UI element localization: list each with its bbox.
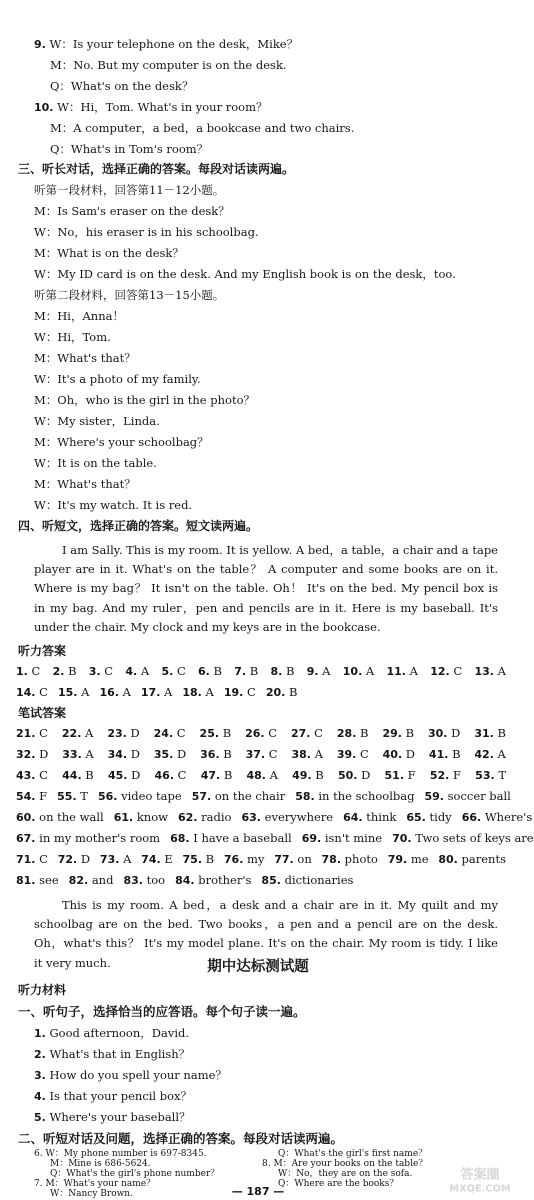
answer-item: 37. C <box>245 747 278 761</box>
dialog-line: 听第一段材料，回答第11－12小题。 <box>34 183 225 197</box>
section4-passage: I am Sally. This is my room. It is yellow. A bed，a table，a chair and a tape player are in it. What's on the table？ A computer and some books are on it. Where is my bag？ It isn't on the table. Oh！ It's on the bed. My pencil box is in my bag. And my ruler，pen and pencils are in it. Here is my baseball. It's under the chair. My clock and my keys are in the bookcase. <box>34 543 498 634</box>
part1-item: 5. Where's your baseball？ <box>34 1110 191 1124</box>
answer-item: 19. C <box>223 685 256 699</box>
answer-item: 52. F <box>429 768 461 782</box>
answer-item: 49. B <box>292 768 324 782</box>
page-number: — 187 — <box>231 1185 285 1198</box>
part2-heading: 二、听短对话及问题，选择正确的答案。每段对话读两遍。 <box>18 1131 344 1146</box>
dialog-line: W：It's a photo of my family. <box>34 372 201 386</box>
dialog-line: Q：What's the girl's phone number？ <box>50 1169 220 1179</box>
answer-item: 24. C <box>153 726 186 740</box>
answer-item: 55. T <box>57 789 88 803</box>
answer-item: 80. parents <box>438 852 506 866</box>
dialog-line: 听第二段材料，回答第13－15小题。 <box>34 288 225 302</box>
dialog-line: Q：Where are the books？ <box>278 1179 399 1189</box>
answer-item: 17. A <box>140 685 173 699</box>
answer-row <box>16 808 533 827</box>
answer-item: 69. isn't mine <box>301 831 383 845</box>
section4-heading: 四、听短文，选择正确的答案。短文读两遍。 <box>18 519 259 533</box>
answer-item: 31. B <box>474 726 506 740</box>
dialog-line: M：Hi，Anna！ <box>34 309 124 323</box>
dialog-line: W：It's my watch. It is red. <box>34 498 193 512</box>
answer-item: 11. A <box>386 664 418 678</box>
answer-item: 65. tidy <box>406 810 452 824</box>
answer-item: 6. B <box>198 664 222 678</box>
answer-item: 48. A <box>246 768 278 782</box>
watermark-logo <box>450 1162 510 1196</box>
listening-material-heading: 听力材料 <box>18 983 67 997</box>
answer-item: 21. C <box>16 726 48 740</box>
answer-item: 62. radio <box>178 810 232 824</box>
answer-item: 14. C <box>16 685 48 699</box>
answer-item: 25. B <box>199 726 232 740</box>
answer-item: 58. in the schoolbag <box>295 789 415 803</box>
answer-item: 38. A <box>291 747 323 761</box>
answer-item: 4. A <box>125 664 150 678</box>
answer-item: 51. F <box>384 768 416 782</box>
answer-item: 20. B <box>265 685 298 699</box>
answer-item: 1. C <box>16 664 41 678</box>
answer-item: 23. D <box>107 726 140 740</box>
answer-item: 15. A <box>57 685 90 699</box>
answer-item: 26. C <box>245 726 278 740</box>
dialog-line: 9. W：Is your telephone on the desk，Mike？ <box>34 37 299 51</box>
answer-item: 68. I have a baseball <box>170 831 292 845</box>
answer-row <box>16 683 506 702</box>
answer-item: 22. A <box>61 726 94 740</box>
answer-item: 16. A <box>99 685 131 699</box>
answer-row <box>16 787 511 806</box>
dialog-line: W：Nancy Brown. <box>50 1189 133 1199</box>
dialog-line: M：What's that？ <box>34 351 136 365</box>
answer-row <box>16 766 506 785</box>
answer-item: 10. A <box>342 664 375 678</box>
answer-item: 27. C <box>291 726 323 740</box>
answer-item: 36. B <box>200 747 232 761</box>
answer-item: 79. me <box>387 852 429 866</box>
answer-item: 56. video tape <box>97 789 182 803</box>
answer-item: 78. photo <box>321 852 378 866</box>
answer-row <box>16 871 506 890</box>
dialog-line: Q：What's on the desk？ <box>50 79 194 93</box>
answer-item: 75. B <box>182 852 215 866</box>
dialog-line: M：Where's your schoolbag？ <box>34 435 209 449</box>
answer-item: 53. T <box>475 768 506 782</box>
answer-item: 82. and <box>68 873 114 887</box>
answer-item: 67. in my mother's room <box>16 831 161 845</box>
dialog-line: M：Is Sam's eraser on the desk？ <box>34 204 230 218</box>
answer-item: 8. B <box>270 664 295 678</box>
answer-item: 32. D <box>16 747 49 761</box>
answer-item: 57. on the chair <box>191 789 286 803</box>
answer-item: 50. D <box>337 768 371 782</box>
dialog-line: 8. M：Are your books on the table？ <box>262 1159 428 1169</box>
answer-row <box>16 724 506 743</box>
answer-item: 61. know <box>113 810 168 824</box>
dialog-line: 6. W：My phone number is 697-8345. <box>34 1149 207 1159</box>
answer-item: 40. D <box>382 747 416 761</box>
answer-item: 46. C <box>154 768 187 782</box>
section3-heading: 三、听长对话，选择正确的答案。每段对话读两遍。 <box>18 162 295 176</box>
answer-item: 81. see <box>16 873 59 887</box>
answer-item: 34. D <box>107 747 140 761</box>
dialog-line: W：My ID card is on the desk. And my English book is on the desk，too. <box>34 267 456 281</box>
answer-item: 60. on the wall <box>16 810 104 824</box>
svg-text:MXQE.COM: MXQE.COM <box>449 1183 511 1195</box>
answer-item: 5. C <box>161 664 186 678</box>
dialog-line: M：A computer，a bed，a bookcase and two chairs. <box>50 121 355 135</box>
answer-item: 28. B <box>336 726 369 740</box>
answer-item: 73. A <box>99 852 132 866</box>
answer-item: 35. D <box>153 747 187 761</box>
dialog-line: W：My sister，Linda. <box>34 414 160 428</box>
dialog-line: M：Mine is 686-5624. <box>50 1159 151 1169</box>
midterm-title: 期中达标测试题 <box>207 959 309 975</box>
written-answers-heading: 笔试答案 <box>18 706 67 720</box>
answer-row <box>16 829 534 848</box>
dialog-line: M：What's that？ <box>34 477 136 491</box>
dialog-line: 7. M：What's your name？ <box>34 1179 156 1189</box>
dialog-line: M：What is on the desk？ <box>34 246 184 260</box>
answer-item: 59. soccer ball <box>424 789 511 803</box>
dialog-line: M：Oh，who is the girl in the photo？ <box>34 393 255 407</box>
dialog-line: W：No，they are on the sofa. <box>278 1169 413 1179</box>
answer-item: 13. A <box>474 664 506 678</box>
answer-item: 64. think <box>343 810 397 824</box>
part1-item: 2. What's that in English？ <box>34 1047 191 1061</box>
dialog-line: W：Hi，Tom. <box>34 330 111 344</box>
dialog-line: W：No，his eraser is in his schoolbag. <box>34 225 259 239</box>
answer-item: 66. Where's <box>461 810 533 824</box>
part1-item: 4. Is that your pencil box？ <box>34 1089 193 1103</box>
answer-item: 18. A <box>182 685 214 699</box>
answer-item: 43. C <box>16 768 48 782</box>
dialog-line: W：It is on the table. <box>34 456 157 470</box>
answer-item: 72. D <box>57 852 91 866</box>
answer-row <box>16 745 506 764</box>
answer-item: 33. A <box>62 747 94 761</box>
dialog-line: Q：What's in Tom's room？ <box>50 142 209 156</box>
answer-item: 2. B <box>52 664 77 678</box>
answer-item: 84. brother's <box>175 873 252 887</box>
part1-item: 3. How do you spell your name？ <box>34 1068 227 1082</box>
part1-item: 1. Good afternoon，David. <box>34 1026 190 1040</box>
answer-item: 29. B <box>382 726 415 740</box>
answer-item: 47. B <box>200 768 233 782</box>
answer-item: 12. C <box>430 664 463 678</box>
answer-item: 85. dictionaries <box>261 873 354 887</box>
answer-item: 74. E <box>141 852 173 866</box>
answer-item: 42. A <box>474 747 506 761</box>
answer-item: 71. C <box>16 852 48 866</box>
answer-item: 41. B <box>428 747 461 761</box>
answer-item: 70. Two sets of keys are <box>392 831 534 845</box>
writing-sample-passage: This is my room. A bed，a desk and a chair are in it. My quilt and my schoolbag are on the bed. Two books，a pen and a pencil are on the desk. Oh，what's this？ It's my model plane. It's on the chair. My room is tidy. I like it very much. <box>34 898 498 970</box>
answer-item: 45. D <box>107 768 141 782</box>
answer-item: 83. too <box>123 873 166 887</box>
answer-row <box>16 850 506 869</box>
dialog-line: Q：What's the girl's first name？ <box>278 1149 428 1159</box>
answer-item: 77. on <box>274 852 312 866</box>
answer-item: 39. C <box>336 747 369 761</box>
answer-item: 76. my <box>223 852 265 866</box>
part1-heading: 一、听句子，选择恰当的应答语。每个句子读一遍。 <box>18 1004 306 1019</box>
answer-item: 30. D <box>428 726 461 740</box>
answer-item: 44. B <box>62 768 94 782</box>
answer-item: 7. B <box>234 664 259 678</box>
answer-item: 3. C <box>88 664 114 678</box>
answer-item: 54. F <box>16 789 48 803</box>
listening-answers-heading: 听力答案 <box>18 644 67 658</box>
svg-text:答案圈: 答案圈 <box>460 1167 500 1183</box>
dialog-line: M：No. But my computer is on the desk. <box>50 58 287 72</box>
answer-row <box>16 662 506 681</box>
dialog-line: 10. W：Hi，Tom. What's in your room？ <box>34 100 268 114</box>
answer-item: 9. A <box>306 664 331 678</box>
answer-item: 63. everywhere <box>241 810 334 824</box>
